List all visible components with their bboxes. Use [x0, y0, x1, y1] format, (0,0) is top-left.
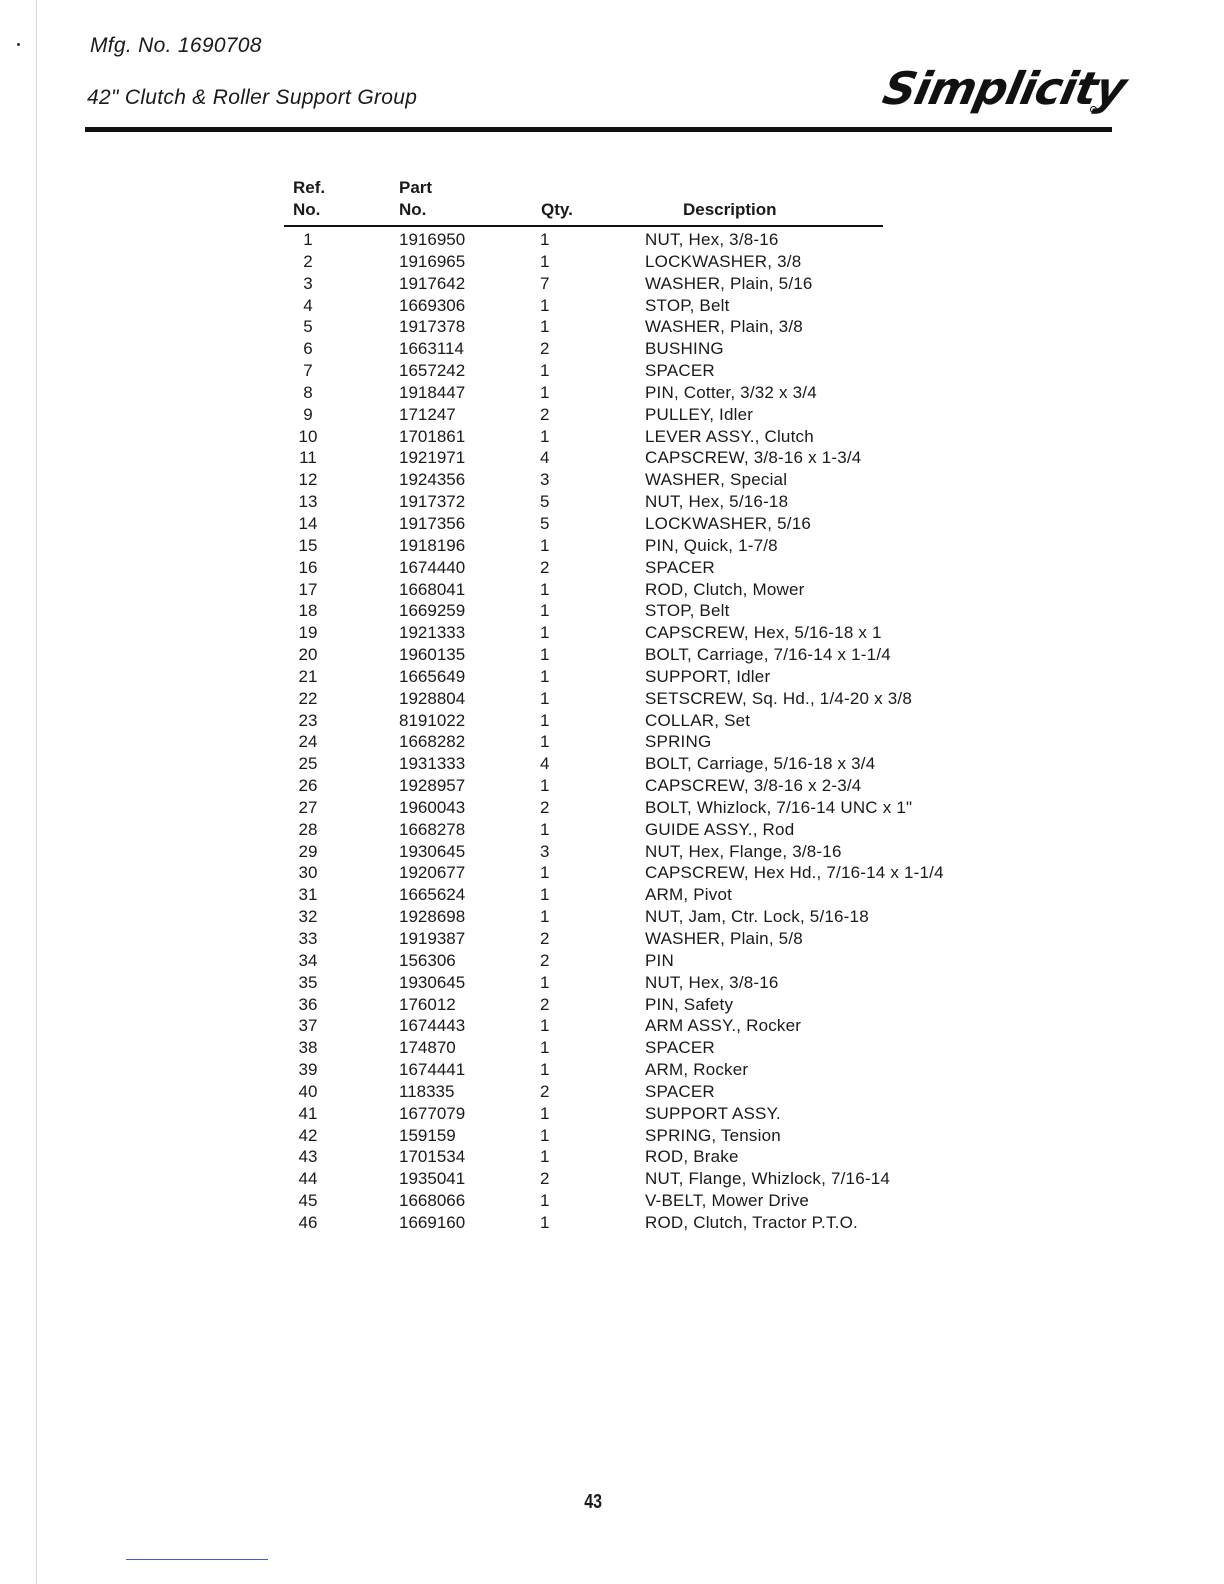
ref-header-line1: Ref.	[293, 178, 326, 197]
part-number-cell: 176012	[399, 994, 456, 1014]
part-number-cell: 1928698	[399, 907, 466, 927]
description-cell: NUT, Hex, Flange, 3/8-16	[645, 841, 842, 861]
part-number-cell: 1674441	[399, 1060, 466, 1080]
ref-cell: 30	[298, 863, 318, 883]
description-cell: GUIDE ASSY., Rod	[645, 819, 795, 839]
part-number-cell: 1674440	[399, 557, 466, 577]
ref-cell: 40	[298, 1081, 318, 1101]
table-row	[0, 273, 1224, 295]
part-number-cell: 1917642	[399, 273, 466, 293]
description-cell: CAPSCREW, Hex Hd., 7/16-14 x 1-1/4	[645, 863, 944, 883]
part-number-cell: 1668041	[399, 579, 466, 599]
description-cell: WASHER, Plain, 3/8	[645, 317, 803, 337]
description-cell: PIN, Safety	[645, 994, 734, 1014]
page-number: 43	[584, 1491, 603, 1513]
description-cell: NUT, Hex, 5/16-18	[645, 492, 789, 512]
table-row	[0, 906, 1224, 928]
ref-cell: 21	[298, 666, 318, 686]
ref-cell: 11	[299, 448, 317, 468]
table-row	[0, 1081, 1224, 1103]
qty-cell: 1	[540, 666, 550, 686]
table-row	[0, 426, 1224, 448]
ref-cell: 44	[298, 1169, 318, 1189]
qty-cell: 1	[540, 426, 550, 446]
ref-cell: 34	[298, 950, 318, 970]
description-cell: NUT, Hex, 3/8-16	[645, 230, 779, 249]
parts-table	[0, 229, 1224, 1234]
ref-header-line2: No.	[293, 200, 321, 219]
ref-cell: 1	[303, 230, 313, 249]
description-cell: SPACER	[645, 361, 715, 381]
qty-cell: 1	[540, 1103, 550, 1123]
ref-cell: 33	[298, 929, 318, 948]
description-cell: BUSHING	[645, 339, 724, 359]
description-cell: SPACER	[645, 557, 715, 577]
table-row	[0, 841, 1224, 863]
description-cell: BOLT, Carriage, 5/16-18 x 3/4	[645, 754, 876, 774]
qty-cell: 2	[540, 994, 550, 1014]
description-cell: CAPSCREW, 3/8-16 x 1-3/4	[645, 448, 862, 468]
ref-cell: 9	[303, 404, 313, 424]
qty-cell: 1	[540, 885, 550, 905]
qty-cell: 1	[540, 361, 550, 381]
description-cell: PIN, Cotter, 3/32 x 3/4	[645, 382, 817, 402]
ref-cell: 22	[298, 688, 318, 708]
part-number-cell: 1960135	[399, 645, 466, 665]
part-number-cell: 1928957	[399, 776, 466, 796]
header-rule	[85, 127, 1112, 132]
table-row	[0, 1037, 1224, 1059]
description-cell: SPRING, Tension	[645, 1125, 781, 1145]
part-number-cell: 1918447	[399, 382, 466, 402]
ref-cell: 17	[298, 579, 318, 599]
description-cell: ARM, Rocker	[645, 1060, 749, 1080]
part-number-cell: 174870	[399, 1038, 456, 1058]
ref-cell: 6	[303, 339, 313, 359]
table-row	[0, 1146, 1224, 1168]
ref-cell: 3	[303, 273, 313, 293]
part-header-line1: Part	[399, 178, 433, 197]
table-row	[0, 579, 1224, 601]
ref-cell: 38	[298, 1038, 318, 1058]
part-number-cell: 171247	[399, 404, 456, 424]
description-cell: LEVER ASSY., Clutch	[645, 426, 814, 446]
part-number-cell: 1917378	[399, 317, 466, 337]
part-number-cell: 1668282	[399, 732, 466, 752]
ref-cell: 2	[303, 251, 313, 271]
qty-cell: 2	[540, 404, 550, 424]
ref-cell: 13	[298, 492, 318, 512]
ref-cell: 16	[298, 557, 318, 577]
qty-cell: 1	[540, 1191, 550, 1211]
description-cell: ROD, Clutch, Mower	[645, 579, 805, 599]
ref-cell: 12	[298, 470, 318, 490]
mfg-number: Mfg. No. 1690708	[90, 34, 262, 57]
ref-cell: 25	[298, 754, 318, 774]
ref-cell: 10	[298, 426, 318, 446]
table-row	[0, 535, 1224, 557]
description-cell: NUT, Jam, Ctr. Lock, 5/16-18	[645, 907, 869, 927]
part-number-cell: 1701534	[399, 1147, 466, 1167]
part-number-cell: 1931333	[399, 754, 466, 774]
table-row	[0, 404, 1224, 426]
ref-header	[293, 177, 325, 221]
qty-cell: 1	[540, 1212, 550, 1232]
part-number-cell: 1921971	[399, 448, 466, 468]
table-row	[0, 775, 1224, 797]
part-number-cell: 1917356	[399, 513, 466, 533]
ref-cell: 7	[303, 361, 313, 381]
qty-cell: 2	[540, 339, 550, 359]
qty-cell: 1	[540, 972, 550, 992]
qty-header: Qty.	[541, 200, 573, 219]
part-number-cell: 1665649	[399, 666, 466, 686]
table-row	[0, 447, 1224, 469]
qty-cell: 2	[540, 1081, 550, 1101]
qty-cell: 2	[540, 797, 550, 817]
part-number-cell: 1916950	[399, 230, 466, 249]
qty-cell: 1	[540, 295, 550, 315]
table-row	[0, 1212, 1224, 1234]
description-cell: STOP, Belt	[645, 601, 730, 621]
description-cell: WASHER, Plain, 5/8	[645, 929, 803, 948]
qty-cell: 1	[540, 732, 550, 752]
qty-cell: 1	[540, 623, 550, 643]
part-number-cell: 1930645	[399, 972, 466, 992]
part-number-cell: 1665624	[399, 885, 466, 905]
qty-cell: 1	[540, 1147, 550, 1167]
description-cell: COLLAR, Set	[645, 710, 751, 730]
part-number-cell: 1960043	[399, 797, 466, 817]
description-cell: PIN, Quick, 1-7/8	[645, 535, 778, 555]
part-number-cell: 1669160	[399, 1212, 466, 1232]
ref-cell: 18	[298, 601, 318, 621]
part-number-cell: 1935041	[399, 1169, 466, 1189]
ref-cell: 15	[298, 535, 318, 555]
table-row	[0, 557, 1224, 579]
part-number-cell: 1669259	[399, 601, 466, 621]
table-row	[0, 316, 1224, 338]
description-cell: LOCKWASHER, 3/8	[645, 251, 802, 271]
table-row	[0, 513, 1224, 535]
ref-cell: 46	[298, 1212, 318, 1232]
registered-mark-icon	[1090, 106, 1097, 113]
description-cell: SPRING	[645, 732, 712, 752]
description-cell: SPACER	[645, 1038, 715, 1058]
table-row	[0, 1103, 1224, 1125]
part-number-cell: 1674443	[399, 1016, 466, 1036]
part-header	[399, 177, 432, 221]
table-row	[0, 994, 1224, 1016]
part-header-line2: No.	[399, 200, 427, 219]
ref-cell: 26	[298, 776, 318, 796]
qty-cell: 1	[540, 819, 550, 839]
qty-cell: 4	[540, 448, 550, 468]
footer-line	[126, 1559, 268, 1560]
part-number-cell: 1930645	[399, 841, 466, 861]
part-number-cell: 8191022	[399, 710, 466, 730]
table-row	[0, 360, 1224, 382]
description-cell: BOLT, Whizlock, 7/16-14 UNC x 1"	[645, 797, 913, 817]
part-number-cell: 1669306	[399, 295, 466, 315]
table-row	[0, 491, 1224, 513]
description-cell: LOCKWASHER, 5/16	[645, 513, 812, 533]
part-number-cell: 1917372	[399, 492, 466, 512]
description-cell: SUPPORT ASSY.	[645, 1103, 781, 1123]
ref-cell: 20	[298, 645, 318, 665]
part-number-cell: 1677079	[399, 1103, 466, 1123]
part-number-cell: 1663114	[399, 339, 464, 359]
ref-cell: 36	[298, 994, 318, 1014]
qty-cell: 5	[540, 492, 550, 512]
table-row	[0, 295, 1224, 317]
table-row	[0, 688, 1224, 710]
part-number-cell: 1924356	[399, 470, 466, 490]
qty-cell: 2	[540, 929, 550, 948]
description-cell: SPACER	[645, 1081, 715, 1101]
ref-cell: 43	[298, 1147, 318, 1167]
part-number-cell: 1920677	[399, 863, 466, 883]
table-row	[0, 753, 1224, 775]
qty-cell: 1	[540, 1125, 550, 1145]
qty-cell: 1	[540, 601, 550, 621]
table-row	[0, 928, 1224, 950]
ref-cell: 35	[298, 972, 318, 992]
ref-cell: 37	[298, 1016, 318, 1036]
description-cell: WASHER, Special	[645, 470, 788, 490]
qty-cell: 2	[540, 950, 550, 970]
part-number-cell: 1919387	[399, 929, 466, 948]
ref-cell: 27	[298, 797, 318, 817]
part-number-cell: 1921333	[399, 623, 466, 643]
group-title: 42" Clutch & Roller Support Group	[87, 86, 418, 109]
qty-cell: 3	[540, 470, 550, 490]
qty-cell: 1	[540, 645, 550, 665]
table-row	[0, 710, 1224, 732]
table-row	[0, 666, 1224, 688]
qty-cell: 1	[540, 1038, 550, 1058]
qty-cell: 1	[540, 535, 550, 555]
qty-cell: 2	[540, 557, 550, 577]
part-number-cell: 1657242	[399, 361, 466, 381]
ref-cell: 19	[298, 623, 318, 643]
description-cell: SETSCREW, Sq. Hd., 1/4-20 x 3/8	[645, 688, 912, 708]
description-cell: ROD, Clutch, Tractor P.T.O.	[645, 1212, 858, 1232]
ref-cell: 4	[303, 295, 313, 315]
ref-cell: 23	[298, 710, 318, 730]
description-cell: ARM ASSY., Rocker	[645, 1016, 802, 1036]
table-row	[0, 1168, 1224, 1190]
table-row	[0, 950, 1224, 972]
table-row	[0, 1059, 1224, 1081]
qty-cell: 1	[540, 251, 550, 271]
table-row	[0, 338, 1224, 360]
table-row	[0, 644, 1224, 666]
qty-cell: 1	[540, 688, 550, 708]
qty-cell: 2	[540, 1169, 550, 1189]
ref-cell: 5	[303, 317, 313, 337]
description-cell: CAPSCREW, Hex, 5/16-18 x 1	[645, 623, 882, 643]
table-row	[0, 469, 1224, 491]
part-number-cell: 1916965	[399, 251, 466, 271]
part-number-cell: 159159	[399, 1125, 456, 1145]
table-row	[0, 1125, 1224, 1147]
ref-cell: 14	[298, 513, 318, 533]
table-row	[0, 1190, 1224, 1212]
part-number-cell: 1701861	[399, 426, 466, 446]
table-row	[0, 731, 1224, 753]
ref-cell: 24	[298, 732, 318, 752]
ref-cell: 29	[298, 841, 318, 861]
qty-cell: 7	[540, 273, 550, 293]
description-cell: WASHER, Plain, 5/16	[645, 273, 813, 293]
part-number-cell: 1668278	[399, 819, 466, 839]
description-cell: NUT, Flange, Whizlock, 7/16-14	[645, 1169, 891, 1189]
ref-cell: 41	[298, 1103, 318, 1123]
description-cell: BOLT, Carriage, 7/16-14 x 1-1/4	[645, 645, 891, 665]
description-cell: STOP, Belt	[645, 295, 730, 315]
ref-cell: 8	[303, 382, 313, 402]
table-row	[0, 251, 1224, 273]
qty-cell: 3	[540, 841, 550, 861]
qty-cell: 1	[540, 1016, 550, 1036]
table-row	[0, 600, 1224, 622]
part-number-cell: 1918196	[399, 535, 466, 555]
description-cell: ROD, Brake	[645, 1147, 739, 1167]
table-row	[0, 972, 1224, 994]
table-row	[0, 229, 1224, 251]
table-row	[0, 622, 1224, 644]
description-cell: V-BELT, Mower Drive	[645, 1191, 810, 1211]
table-row	[0, 1015, 1224, 1037]
ref-cell: 45	[298, 1191, 318, 1211]
table-row	[0, 862, 1224, 884]
description-cell: NUT, Hex, 3/8-16	[645, 972, 779, 992]
qty-cell: 1	[540, 776, 550, 796]
table-row	[0, 884, 1224, 906]
description-header: Description	[683, 200, 777, 219]
qty-cell: 1	[540, 710, 550, 730]
qty-cell: 5	[540, 513, 550, 533]
ref-cell: 28	[298, 819, 318, 839]
brand-logo: Simplicity	[878, 62, 1131, 115]
qty-cell: 4	[540, 754, 550, 774]
table-row	[0, 382, 1224, 404]
ref-cell: 42	[298, 1125, 318, 1145]
ref-cell: 32	[298, 907, 318, 927]
part-number-cell: 118335	[399, 1081, 455, 1101]
table-header-rule	[284, 225, 883, 227]
qty-cell: 1	[540, 907, 550, 927]
ref-cell: 39	[298, 1060, 318, 1080]
table-row	[0, 797, 1224, 819]
qty-cell: 1	[540, 382, 550, 402]
qty-cell: 1	[540, 1060, 550, 1080]
part-number-cell: 1928804	[399, 688, 466, 708]
description-cell: SUPPORT, Idler	[645, 666, 771, 686]
part-number-cell: 1668066	[399, 1191, 466, 1211]
table-row	[0, 819, 1224, 841]
part-number-cell: 156306	[399, 950, 456, 970]
qty-cell: 1	[540, 579, 550, 599]
description-cell: PIN	[645, 950, 674, 970]
qty-cell: 1	[540, 317, 550, 337]
description-cell: PULLEY, Idler	[645, 404, 754, 424]
scan-mark	[17, 43, 20, 46]
description-cell: ARM, Pivot	[645, 885, 733, 905]
description-cell: CAPSCREW, 3/8-16 x 2-3/4	[645, 776, 862, 796]
qty-cell: 1	[540, 863, 550, 883]
qty-cell: 1	[540, 230, 550, 249]
ref-cell: 31	[298, 885, 318, 905]
